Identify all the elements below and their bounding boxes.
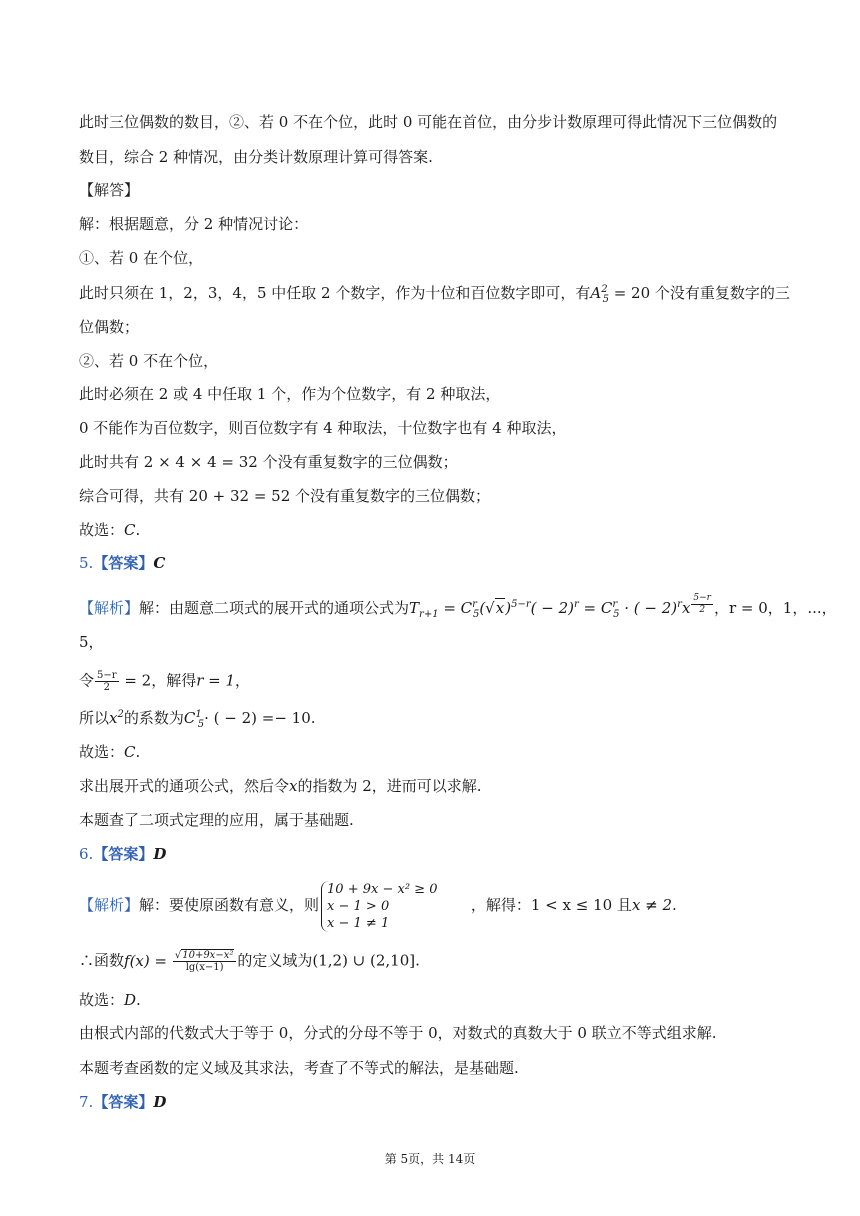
text-line [79,776,482,796]
system-row: x − 1 > 0 [327,898,390,914]
math-expression: · ( − 2) =− 10. [204,709,316,727]
math-permutation: $A^2_5 = 20$ [590,284,651,305]
text-line [79,708,316,728]
answer-line [79,553,165,573]
text-line [79,950,420,973]
text-segment: 的指数为 2，进而可以求解. [297,777,482,795]
text-line: ②、若 0 不在个位， [79,352,219,370]
math-expression: 2 × 4 × 4 = 32 [143,453,258,471]
text-line: 5， [79,633,104,651]
text-segment: 此时共有 [79,453,144,471]
text-segment: 此时只须在 1，2，3，4，5 中任取 2 个数字，作为十位和百位数字即可，有 [79,284,591,302]
math-variable: x [289,777,298,795]
math-fraction: $\frac{5-r}{2}$ [97,670,117,693]
text-segment: ， [235,671,251,690]
text-segment: 故选： [79,991,125,1009]
answer-letter: D [153,845,167,863]
text-segment: ∴函数 [79,951,125,970]
text-segment: = 2，解得 [119,671,197,690]
text-line: 本题查了二项式定理的应用，属于基础题. [79,811,354,829]
answer-line [79,844,166,864]
answer-tag: 【答案】 [93,845,154,863]
text-line [79,593,837,618]
answer-line [79,1092,166,1112]
text-segment: 令 [79,671,95,690]
answer-tag: 【答案】 [93,1093,154,1111]
text-segment: 个没有重复数字的三位偶数； [257,453,458,471]
answer-tag: 【答案】 [93,554,154,572]
text-line: 故选：C. [79,521,141,539]
system-row: x − 1 ≠ 1 [327,915,390,931]
text-line [79,670,250,693]
math-function: f(x) = $\frac{\text{√10+9x−x²}}{\lg(x-1)}$ [124,952,237,970]
text-line: 由根式内部的代数式大于等于 0，分式的分母不等于 0，对数式的真数大于 0 联立不等式组求解. [79,1024,717,1042]
answer-letter: D [124,991,137,1009]
text-segment: 个没有重复数字的三 [650,284,790,302]
text-line [79,452,458,472]
answer-letter: C [124,521,136,539]
text-line [79,486,490,506]
text-segment: 综合可得，共有 [79,487,189,505]
answer-letter: D [153,1093,167,1111]
math-combination: $C^1_5$ [183,709,205,730]
text-segment: 的定义域为(1,2) ∪ (2,10]. [237,951,420,970]
text-line: 解：根据题意，分 2 种情况讨论： [79,215,309,233]
text-line: 数目，综合 2 种情况，由分类计数原理计算可得答案. [79,148,433,166]
text-segment: 个没有重复数字的三位偶数； [290,487,491,505]
inequality-system [321,881,437,932]
text-line: 故选：C. [79,743,141,761]
page-footer: 第 5页，共 14页 [384,1152,476,1166]
text-line: 本题考查函数的定义域及其求法，考查了不等式的解法，是基础题. [79,1059,519,1077]
text-segment: 求出展开式的通项公式，然后令 [79,777,290,795]
system-row: 10 + 9x − x² ≥ 0 [327,881,438,897]
math-expression: $x^2$ [109,709,124,727]
question-number: 7. [79,1093,94,1111]
text-segment: 解：要使原函数有意义，则 [139,896,320,914]
text-line: 故选：D. [79,991,141,1009]
text-line [79,283,790,303]
text-line: 此时必须在 2 或 4 中任取 1 个，作为个位数字，有 2 种取法， [79,385,501,403]
question-number: 5. [79,554,94,572]
text-line: 位偶数； [79,318,140,336]
text-segment: 所以 [79,709,110,727]
text-segment: ，解得：1 < x ≤ 10 且 [470,896,632,914]
text-line [79,880,677,932]
text-line: ①、若 0 在个位， [79,249,204,267]
text-segment: ，r = 0，1，...， [713,599,837,617]
text-segment: 故选： [79,521,125,539]
answer-letter: C [124,743,136,761]
text-segment: 故选： [79,743,125,761]
math-expression: x ≠ 2. [631,896,677,914]
analysis-tag: 【解析】 [79,599,140,617]
text-segment: 的系数为 [123,709,184,727]
answer-letter: C [153,554,166,572]
text-line: 此时三位偶数的数目，②、若 0 不在个位，此时 0 可能在首位，由分步计数原理可得此情况下三位偶数的 [79,113,778,131]
math-expression: 20 + 32 = 52 [188,487,291,505]
text-segment: 解：由题意二项式的展开式的通项公式为 [139,599,410,617]
analysis-tag: 【解析】 [79,896,140,914]
math-expression: r = 1 [196,671,236,690]
text-line: 0 不能作为百位数字，则百位数字有 4 种取法，十位数字也有 4 种取法， [79,419,567,437]
math-general-term: $T_{r+1} = C^r_5(√x)^{5-r}( - 2)^r = C^r_5$ · ( − 2)$^r$x $^{\frac{5-r}{2}}$ [409,593,711,620]
section-heading: 【解答】 [79,181,140,199]
question-number: 6. [79,845,94,863]
